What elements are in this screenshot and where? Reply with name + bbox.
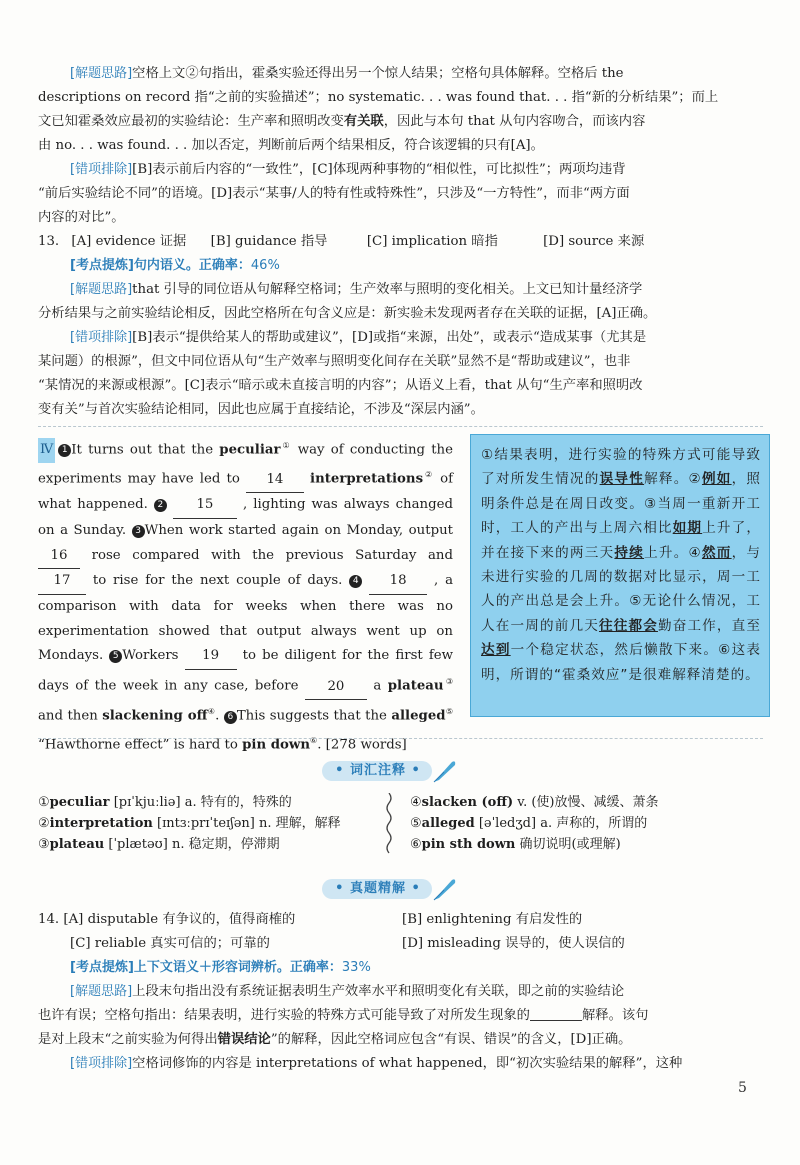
thinking-tag: [解题思路]: [70, 282, 133, 297]
text: 是对上段末“之前实验为何得出: [38, 1032, 218, 1047]
text: 解释。该句: [581, 1008, 649, 1023]
keyword: 例如: [701, 471, 732, 488]
point-text: 上下文语义＋形容词辨析。正确率：: [133, 960, 342, 975]
blank-20[interactable]: 20: [305, 675, 367, 701]
question-number: 13.: [38, 234, 60, 249]
vocab-phonetic: [pɪˈkjuːliə]: [113, 795, 181, 810]
text: 文已知霍桑效应最初的实验结论：生产率和照明改变: [38, 114, 344, 129]
q13-thinking-line1: [70, 278, 642, 302]
analysis12-exclude-line1: [70, 158, 626, 182]
banner-title: • 真题精解 •: [335, 881, 421, 896]
footnote-mark: ②: [423, 470, 434, 480]
bold-text: 错误结论: [217, 1032, 271, 1047]
keyword: 误导性: [599, 471, 645, 488]
vocab-def: v. (使)放慢、减缓、萧条: [517, 795, 659, 810]
footnote-mark: ①: [280, 441, 292, 450]
paragraph-roman: Ⅳ: [38, 438, 55, 463]
q14-thinking-line2: [38, 1004, 648, 1028]
analysis12-thinking-line1: [70, 62, 624, 86]
sentence-number: 4: [349, 575, 362, 588]
footnote-mark: ⑥: [310, 736, 318, 746]
vocab-word: interpretation: [49, 816, 153, 831]
vocab-word: peculiar: [219, 442, 281, 458]
sentence-number: 2: [154, 499, 167, 512]
text: way of conducting the experiments may have led to: [38, 442, 453, 487]
vocab-item-1: [38, 793, 292, 813]
keyword: 如期: [672, 520, 703, 537]
vocab-phonetic: [ɪntɜːprɪˈteɪʃən]: [157, 816, 255, 831]
q14-option-d: [D] misleading 误导的，使人误信的: [402, 936, 625, 951]
q14-point: [70, 956, 371, 980]
answer-blank: [530, 1004, 582, 1021]
vocab-item-5: [410, 814, 647, 834]
text: 上段末句指出没有系统证据表明生产效率水平和照明变化有关联，即之前的实验结论: [132, 984, 625, 999]
text: [B]表示前后内容的“一致性”，[C]体现两种事物的“相似性，可比拟性”；两项均违背: [132, 162, 626, 177]
option-a: [A] disputable 有争议的，值得商榷的: [63, 912, 296, 927]
text: to rise for the next couple of days.: [86, 573, 350, 589]
vocab-num: ⑥: [410, 837, 422, 852]
keyword: 持续: [614, 544, 645, 561]
analysis12-thinking-line3: [38, 110, 645, 134]
text: [B]表示“提供给某人的帮助或建议”，[D]或指“来源，出处”，或表示“造成某事（尤其是: [132, 330, 647, 345]
option-d: [D] source 来源: [543, 234, 645, 249]
text: 解释。②: [644, 471, 702, 488]
footnote-mark: ③: [443, 677, 453, 687]
text: to be diligent for the first few days of the week in any case, before: [38, 648, 453, 694]
vocab-num: ①: [38, 795, 50, 810]
point-text: 句内语义。正确率：: [133, 258, 251, 273]
text: ”的解释，因此空格词应包含“有误、错误”的含义，[D]正确。: [270, 1032, 632, 1047]
divider: [38, 738, 763, 739]
text: This suggests that the: [236, 708, 392, 724]
blank-14[interactable]: 14: [246, 468, 304, 494]
text: It turns out that the: [71, 442, 220, 458]
text: 上升。④: [644, 544, 702, 561]
option-c: [C] implication 暗指: [366, 234, 498, 249]
analysis12-thinking-line4: 由 no. . . was found. . . 加以否定，判断前后两个结果相反，符合该逻辑的只有[A]。: [38, 138, 544, 153]
footnote-mark: ④: [207, 707, 216, 717]
vocab-item-6: [410, 835, 621, 855]
q14-thinking-line1: [70, 980, 624, 1004]
analysis12-exclude-line2: “前后实验结论不同”的语境。[D]表示“某事/人的特有性或特殊性”，只涉及“一方特性”，而非“两方面: [38, 186, 630, 201]
vocab-phonetic: [əˈledʒd]: [478, 816, 537, 831]
correct-rate: 46%: [250, 258, 280, 273]
vocab-def: 确切说明(或理解): [519, 837, 621, 852]
q14-option-c: [C] reliable 真实可信的；可靠的: [70, 936, 270, 951]
vocab-num: ②: [38, 816, 50, 831]
vocab-word: plateau: [387, 678, 444, 694]
vocab-num: ③: [38, 837, 50, 852]
text: . [278 words]: [317, 737, 407, 753]
q13-options: [38, 230, 644, 254]
keyword: 然而: [701, 544, 732, 561]
vocab-num: ④: [410, 795, 422, 810]
exclude-tag: [错项排除]: [70, 330, 133, 345]
q14-thinking-line3: [38, 1028, 631, 1052]
bold-text: 有关联: [343, 114, 384, 129]
text: a: [366, 678, 388, 694]
q13-exclude-line2: 某问题）的根源”，但文中同位语从句“生产效率与照明变化间存在关联”显然不是“帮助或建议”，也非: [38, 354, 631, 369]
q14-exclude-line1: [70, 1052, 682, 1076]
vocab-item-3: [38, 835, 280, 855]
q13-exclude-line4: 变有关”与首次实验结论相同，因此也应属于直接结论，不涉及“深层内涵”。: [38, 402, 484, 417]
point-tag: [考点提炼]: [70, 960, 134, 975]
text: When work started again on Monday, output: [144, 522, 453, 538]
blank-18[interactable]: 18: [369, 569, 427, 595]
analysis12-exclude-line3: 内容的对比”。: [38, 210, 125, 225]
vocab-item-2: [38, 814, 341, 834]
blank-15[interactable]: 15: [173, 493, 237, 519]
q14-options-row1: [38, 908, 295, 932]
text: 空格词修饰的内容是 interpretations of what happened，即“初次实验结果的解释”，这种: [132, 1056, 683, 1071]
vocab-word: interpretations: [310, 471, 424, 487]
thinking-tag: [解题思路]: [70, 66, 133, 81]
text: “Hawthorne effect” is hard to: [38, 737, 243, 753]
option-b: [B] guidance 指导: [210, 234, 328, 249]
page-number: 5: [738, 1080, 747, 1096]
footnote-mark: ⑤: [445, 707, 453, 717]
text: ①结果表明，进行实验的特殊方式可能导致了对所发生情况的: [481, 447, 761, 488]
text: ，与未进行实验的几周的数据对比显示，周一工人的产出总是会上升。⑤无论什么情况，工人在一周的前几天: [481, 544, 762, 634]
blank-17[interactable]: 17: [38, 569, 86, 595]
text: that 引导的同位语从句解释空格词；生产效率与照明的变化相关。上文已知计量经济学: [132, 282, 643, 297]
vocab-word: pin sth down: [421, 837, 516, 852]
sentence-number: 5: [109, 650, 122, 663]
vocab-item-4: [410, 793, 659, 813]
vocab-word: slacken (off): [421, 795, 514, 810]
thinking-tag: [解题思路]: [70, 984, 133, 999]
text: .: [215, 708, 224, 724]
correct-rate: 33%: [341, 960, 371, 975]
q13-exclude-line3: “某情况的来源或根源”。[C]表示“暗示或未直接言明的内容”；从语义上看，that 从句“生产率和照明改: [38, 378, 643, 393]
vocab-num: ⑤: [410, 816, 422, 831]
exam-banner: [322, 876, 460, 902]
text: of what happened.: [38, 471, 454, 513]
quill-icon: [430, 758, 458, 784]
text: rose compared with the previous Saturday and: [80, 547, 453, 563]
question-number: 14.: [38, 912, 60, 927]
vocab-word: alleged: [421, 816, 475, 831]
vocab-word: plateau: [49, 837, 105, 852]
text: Workers: [122, 648, 185, 664]
q13-exclude-line1: [70, 326, 646, 350]
q13-point: [70, 254, 280, 278]
vocab-banner: [322, 758, 460, 784]
exclude-tag: [错项排除]: [70, 1056, 133, 1071]
blank-19[interactable]: 19: [185, 644, 237, 670]
sentence-number: 1: [58, 444, 71, 457]
analysis12-thinking-line2: descriptions on record 指“之前的实验描述”；no systematic. . . was found that. . . 指“新的分析结果”；而上: [38, 90, 719, 105]
option-a: [A] evidence 证据: [71, 234, 187, 249]
passage-paragraph: [38, 434, 453, 759]
wavy-divider-icon: [384, 793, 394, 855]
vocab-word: pin down: [242, 737, 311, 753]
exclude-tag: [错项排除]: [70, 162, 133, 177]
vocab-phonetic: [ˈplætəʊ]: [108, 837, 168, 852]
vocab-word: alleged: [391, 708, 446, 724]
vocab-def: a. 声称的，所谓的: [540, 816, 648, 831]
text: and then: [38, 708, 103, 724]
vocab-def: n. 稳定期，停滞期: [171, 837, 280, 852]
text: 上升了，并在接下来的两三天: [481, 520, 762, 561]
text: ，照明条件总是在周日改变。③当周一重新开工时，工人的产出与上周六相比: [481, 471, 762, 537]
quill-icon: [430, 876, 458, 902]
text: , a comparison with data for weeks when there was no experimentation showed that output always went up on Mondays.: [38, 573, 453, 664]
sentence-number: 6: [224, 711, 237, 724]
blank-16[interactable]: 16: [38, 544, 80, 570]
vocab-def: a. 特有的，特殊的: [184, 795, 292, 810]
translation-box: [470, 434, 770, 717]
q14-option-b: [B] enlightening 有启发性的: [402, 912, 583, 927]
text: 勤奋工作，直至: [657, 617, 762, 634]
keyword: 往往都会: [598, 617, 658, 634]
vocab-def: n. 理解，解释: [259, 816, 341, 831]
keyword: 达到: [481, 642, 511, 659]
vocab-word: slackening off: [102, 708, 208, 724]
text: ，因此与本句 that 从句内容吻合，而该内容: [383, 114, 646, 129]
text: 空格上文②句指出，霍桑实验还得出另一个惊人结果；空格句具体解释。空格后 the: [132, 66, 624, 81]
vocab-word: peculiar: [49, 795, 110, 810]
text: 一个稳定状态，然后懒散下来。⑥这表明，所谓的“霍桑效应”是很难解释清楚的。: [481, 642, 762, 683]
q13-thinking-line2: 分析结果与之前实验结论相反，因此空格所在句含义应是：新实验未发现两者存在关联的证据，[A]正确。: [38, 306, 657, 321]
banner-title: • 词汇注释 •: [335, 763, 421, 778]
sentence-number: 3: [132, 525, 145, 538]
point-tag: [考点提炼]: [70, 258, 134, 273]
text: 也许有误；空格句指出：结果表明，进行实验的特殊方式可能导致了对所发生现象的: [38, 1008, 530, 1023]
text: , lighting was always changed on a Sunday.: [38, 497, 454, 538]
divider: [38, 426, 763, 427]
